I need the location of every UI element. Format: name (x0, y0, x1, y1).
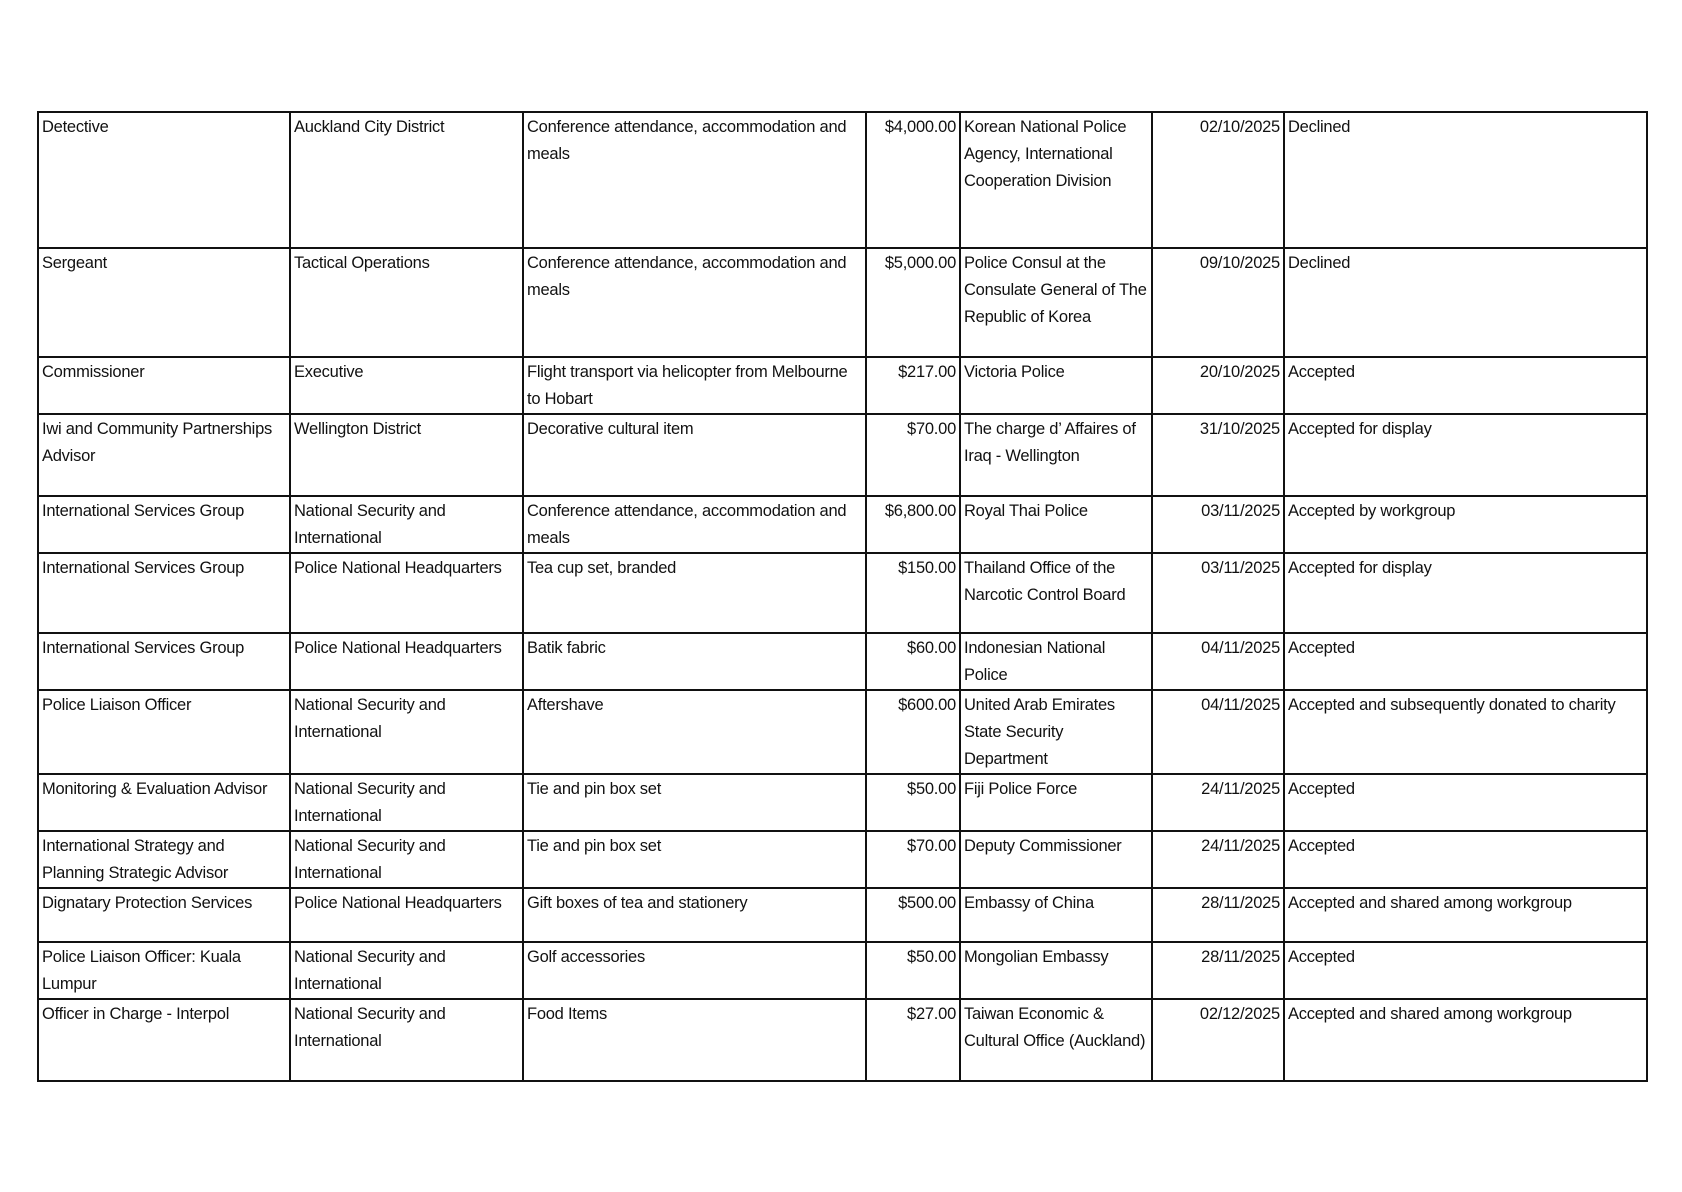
table-row (38, 496, 1647, 553)
date-cell: 24/11/2025 (1152, 831, 1284, 888)
workgroup-cell: National Security and International (290, 690, 523, 774)
giver-cell: Police Consul at the Consulate General of The Republic of Korea (960, 248, 1152, 357)
table-row (38, 553, 1647, 633)
workgroup-cell: National Security and International (290, 942, 523, 999)
value-cell: $70.00 (866, 831, 960, 888)
value-cell: $217.00 (866, 357, 960, 414)
workgroup-cell: National Security and International (290, 774, 523, 831)
description-cell: Aftershave (523, 690, 866, 774)
date-cell: 28/11/2025 (1152, 942, 1284, 999)
date-cell: 04/11/2025 (1152, 633, 1284, 690)
position-cell: Police Liaison Officer: Kuala Lumpur (38, 942, 290, 999)
date-cell: 09/10/2025 (1152, 248, 1284, 357)
workgroup-cell: Tactical Operations (290, 248, 523, 357)
workgroup-cell: Police National Headquarters (290, 888, 523, 942)
date-cell: 28/11/2025 (1152, 888, 1284, 942)
description-cell: Conference attendance, accommodation and meals (523, 112, 866, 248)
giver-cell: United Arab Emirates State Security Department (960, 690, 1152, 774)
value-cell: $600.00 (866, 690, 960, 774)
giver-cell: The charge d’ Affaires of Iraq - Wellington (960, 414, 1152, 496)
position-cell: International Services Group (38, 633, 290, 690)
giver-cell: Korean National Police Agency, International Cooperation Division (960, 112, 1152, 248)
outcome-cell: Accepted (1284, 831, 1647, 888)
table-row (38, 999, 1647, 1081)
position-cell: International Services Group (38, 553, 290, 633)
date-cell: 03/11/2025 (1152, 553, 1284, 633)
table-row (38, 942, 1647, 999)
outcome-cell: Accepted and subsequently donated to charity (1284, 690, 1647, 774)
outcome-cell: Accepted (1284, 942, 1647, 999)
outcome-cell: Accepted (1284, 633, 1647, 690)
date-cell: 03/11/2025 (1152, 496, 1284, 553)
outcome-cell: Accepted for display (1284, 414, 1647, 496)
workgroup-cell: National Security and International (290, 999, 523, 1081)
outcome-cell: Accepted and shared among workgroup (1284, 888, 1647, 942)
position-cell: Police Liaison Officer (38, 690, 290, 774)
value-cell: $150.00 (866, 553, 960, 633)
outcome-cell: Declined (1284, 248, 1647, 357)
giver-cell: Mongolian Embassy (960, 942, 1152, 999)
value-cell: $60.00 (866, 633, 960, 690)
outcome-cell: Accepted for display (1284, 553, 1647, 633)
value-cell: $50.00 (866, 942, 960, 999)
date-cell: 04/11/2025 (1152, 690, 1284, 774)
workgroup-cell: Auckland City District (290, 112, 523, 248)
outcome-cell: Accepted and shared among workgroup (1284, 999, 1647, 1081)
description-cell: Golf accessories (523, 942, 866, 999)
date-cell: 20/10/2025 (1152, 357, 1284, 414)
table-row (38, 633, 1647, 690)
table-row (38, 357, 1647, 414)
position-cell: Dignatary Protection Services (38, 888, 290, 942)
table-row (38, 690, 1647, 774)
giver-cell: Thailand Office of the Narcotic Control Board (960, 553, 1152, 633)
outcome-cell: Accepted (1284, 357, 1647, 414)
position-cell: Commissioner (38, 357, 290, 414)
description-cell: Conference attendance, accommodation and meals (523, 496, 866, 553)
workgroup-cell: National Security and International (290, 831, 523, 888)
date-cell: 24/11/2025 (1152, 774, 1284, 831)
workgroup-cell: Executive (290, 357, 523, 414)
table-row (38, 831, 1647, 888)
position-cell: Officer in Charge - Interpol (38, 999, 290, 1081)
value-cell: $6,800.00 (866, 496, 960, 553)
table-row (38, 888, 1647, 942)
outcome-cell: Accepted (1284, 774, 1647, 831)
position-cell: Sergeant (38, 248, 290, 357)
workgroup-cell: National Security and International (290, 496, 523, 553)
workgroup-cell: Police National Headquarters (290, 553, 523, 633)
giver-cell: Embassy of China (960, 888, 1152, 942)
position-cell: Iwi and Community Partnerships Advisor (38, 414, 290, 496)
table-row (38, 414, 1647, 496)
value-cell: $4,000.00 (866, 112, 960, 248)
description-cell: Gift boxes of tea and stationery (523, 888, 866, 942)
date-cell: 02/10/2025 (1152, 112, 1284, 248)
giver-cell: Royal Thai Police (960, 496, 1152, 553)
date-cell: 02/12/2025 (1152, 999, 1284, 1081)
value-cell: $5,000.00 (866, 248, 960, 357)
position-cell: International Strategy and Planning Strategic Advisor (38, 831, 290, 888)
table-row (38, 112, 1647, 248)
value-cell: $500.00 (866, 888, 960, 942)
position-cell: International Services Group (38, 496, 290, 553)
description-cell: Food Items (523, 999, 866, 1081)
description-cell: Tea cup set, branded (523, 553, 866, 633)
value-cell: $27.00 (866, 999, 960, 1081)
workgroup-cell: Wellington District (290, 414, 523, 496)
position-cell: Monitoring & Evaluation Advisor (38, 774, 290, 831)
description-cell: Tie and pin box set (523, 774, 866, 831)
giver-cell: Victoria Police (960, 357, 1152, 414)
giver-cell: Indonesian National Police (960, 633, 1152, 690)
description-cell: Flight transport via helicopter from Melbourne to Hobart (523, 357, 866, 414)
description-cell: Batik fabric (523, 633, 866, 690)
giver-cell: Fiji Police Force (960, 774, 1152, 831)
gifts-register-table (37, 111, 1648, 1082)
value-cell: $50.00 (866, 774, 960, 831)
outcome-cell: Accepted by workgroup (1284, 496, 1647, 553)
table-row (38, 774, 1647, 831)
giver-cell: Taiwan Economic & Cultural Office (Auckland) (960, 999, 1152, 1081)
position-cell: Detective (38, 112, 290, 248)
value-cell: $70.00 (866, 414, 960, 496)
outcome-cell: Declined (1284, 112, 1647, 248)
description-cell: Conference attendance, accommodation and meals (523, 248, 866, 357)
date-cell: 31/10/2025 (1152, 414, 1284, 496)
workgroup-cell: Police National Headquarters (290, 633, 523, 690)
description-cell: Decorative cultural item (523, 414, 866, 496)
table-row (38, 248, 1647, 357)
description-cell: Tie and pin box set (523, 831, 866, 888)
giver-cell: Deputy Commissioner (960, 831, 1152, 888)
